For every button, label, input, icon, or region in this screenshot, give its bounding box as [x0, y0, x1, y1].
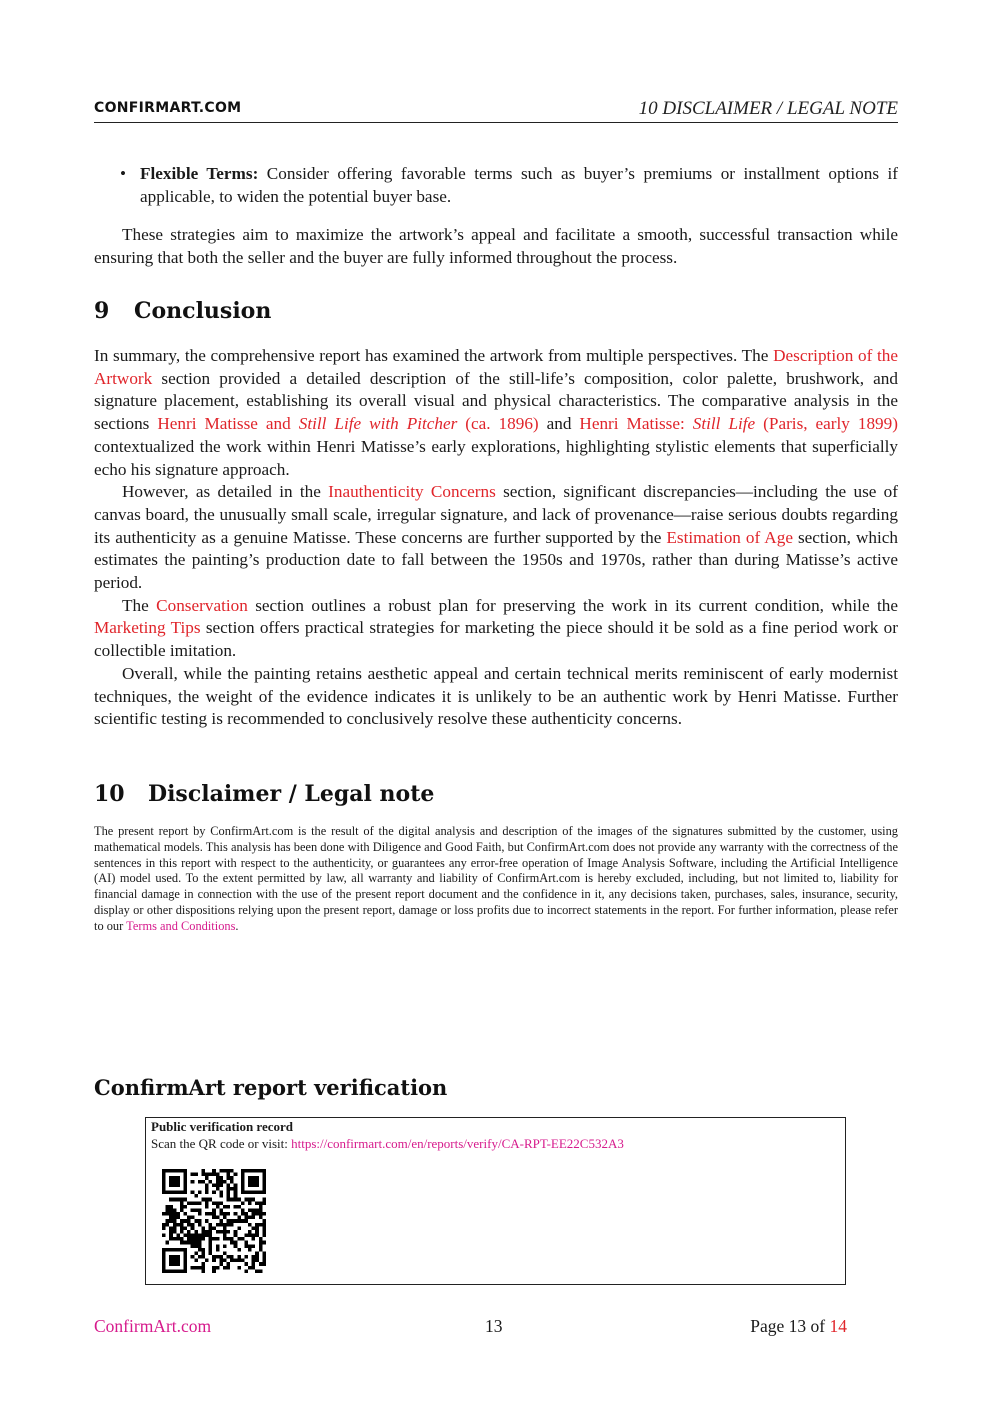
text-run: section offers practical strategies for marketing the piece should it be sold as a fine period work or collectible imitation. [94, 618, 898, 661]
conclusion-paragraph-3 [94, 595, 898, 663]
footer-page-number: 13 [485, 1316, 503, 1336]
text-run: In summary, the comprehensive report has examined the artwork from multiple perspectives. The [94, 346, 774, 365]
text-run: contextualized the work within Henri Matisse’s early explorations, highlighting stylistic elements that superficially echo his signature approach. [94, 436, 898, 479]
link-text: Henri Matisse: [579, 414, 693, 434]
running-section-label: 10 DISCLAIMER / LEGAL NOTE [638, 98, 898, 119]
conclusion-paragraph-1 [94, 345, 898, 481]
bullet-item-flexible-terms [120, 163, 898, 208]
link-henri-matisse-still-life-paris[interactable] [579, 414, 898, 433]
footer-page-of [750, 1316, 847, 1337]
link-terms-and-conditions[interactable]: Terms and Conditions [126, 918, 236, 933]
link-description-of-artwork[interactable]: Description of the Artwork [94, 346, 898, 388]
link-text: (ca. 1896) [457, 414, 539, 434]
text-run: section outlines a robust plan for preserving the work in its current condition, while the [247, 595, 898, 615]
document-page [94, 0, 898, 1404]
qr-code-icon[interactable] [162, 1169, 266, 1273]
bullet-text: Consider offering favorable terms such as buyer’s premiums or installment options if applicable, to widen the potential buyer base. [140, 164, 898, 206]
qr-modules [162, 1169, 266, 1273]
page-footer [94, 1316, 847, 1338]
text-run: Page 13 of [750, 1316, 830, 1336]
text-run: The present report by ConfirmArt.com is the result of the digital analysis and description of the images of the signatures submitted by the customer, using mathematical models. This analysis has been done with Diligence and Good Faith, but ConfirmArt.com does not provide any warranty with the correctness of the sentences in this report with respect to the authenticity, or guarantees any error-free operation of Image Analysis Software, including the Artificial Intelligence (AI) model used. To the extent permitted by law, all warranty and liability of ConfirmArt.com is hereby excluded, including, but not limited to, liability for financial damage in connection with the use of the present report document and the confidence in it, any decisions taken, purchases, sales, insurance, security, display or other dispositions relying upon the present report, damage or loss profits due to incorrect statements in the report. For further information, please refer to our [94, 824, 898, 933]
link-text: Henri Matisse and [157, 414, 299, 434]
text-run: The [122, 595, 157, 615]
text-run: section, which estimates the painting’s production date to fall between the 1950s and 1970s, rather than during Matisse’s active period. [94, 527, 898, 593]
section-heading-conclusion [94, 298, 271, 324]
text-run: and [538, 414, 580, 434]
bullet-label: Flexible Terms: [140, 164, 259, 183]
verification-url-link[interactable]: https://confirmart.com/en/reports/verify/CA-RPT-EE22C532A3 [291, 1136, 624, 1151]
link-marketing-tips[interactable]: Marketing Tips [94, 618, 201, 638]
conclusion-body [94, 345, 898, 731]
section-heading-disclaimer [94, 781, 434, 807]
running-header [94, 98, 898, 123]
section-title: Conclusion [134, 298, 272, 324]
text-run: section, significant discrepancies—including the use of canvas board, the unusually small scale, irregular signature, and lack of provenance—raise serious doubts regarding its authenticity as a genuine Matisse. These concerns are further supported by the [94, 482, 898, 547]
text-run: However, as detailed in the [122, 482, 329, 502]
text-run: Scan the QR code or visit: [151, 1136, 292, 1151]
disclaimer-text [94, 824, 898, 935]
verification-heading: ConfirmArt report verification [94, 1075, 448, 1100]
section-number: 9 [94, 298, 110, 324]
conclusion-paragraph-2 [94, 481, 898, 595]
link-conservation[interactable]: Conservation [156, 595, 248, 615]
link-estimation-of-age[interactable]: Estimation of Age [666, 527, 793, 547]
bullet-dot-icon: • [120, 164, 127, 183]
confirmart-logo: CONFIRMART.COM [94, 100, 242, 116]
text-run: . [235, 918, 239, 933]
conclusion-paragraph-4: Overall, while the painting retains aesthetic appeal and certain technical merits reminiscent of early modernist techniques, the weight of the evidence indicates it is unlikely to be an authentic work by Henri Matisse. Further scientific testing is recommended to conclusively resolve these authenticity concerns. [94, 663, 898, 729]
link-text: (Paris, early 1899) [755, 414, 898, 434]
verification-record-box [145, 1117, 846, 1285]
verification-scan-line [151, 1136, 624, 1152]
link-inauthenticity-concerns[interactable]: Inauthenticity Concerns [328, 482, 496, 502]
footer-site-link[interactable]: ConfirmArt.com [94, 1316, 212, 1336]
strategies-paragraph: These strategies aim to maximize the artwork’s appeal and facilitate a smooth, successful transaction while ensuring that both the seller and the buyer are fully informed throughout the process. [94, 225, 898, 267]
section-title: Disclaimer / Legal note [148, 781, 435, 807]
link-text-italic: Still Life [692, 414, 756, 434]
verification-box-heading: Public verification record [151, 1119, 294, 1134]
text-run: section provided a detailed description of the still-life’s composition, color palette, brushwork, and signature placement, establishing its overall visual and physical characteristics. The comparative analysis in the sections [94, 368, 898, 434]
link-last-page[interactable]: 14 [829, 1316, 847, 1336]
link-henri-matisse-still-life-with-pitcher[interactable] [157, 414, 538, 433]
section-number: 10 [94, 781, 125, 807]
link-text-italic: Still Life with Pitcher [298, 414, 458, 434]
